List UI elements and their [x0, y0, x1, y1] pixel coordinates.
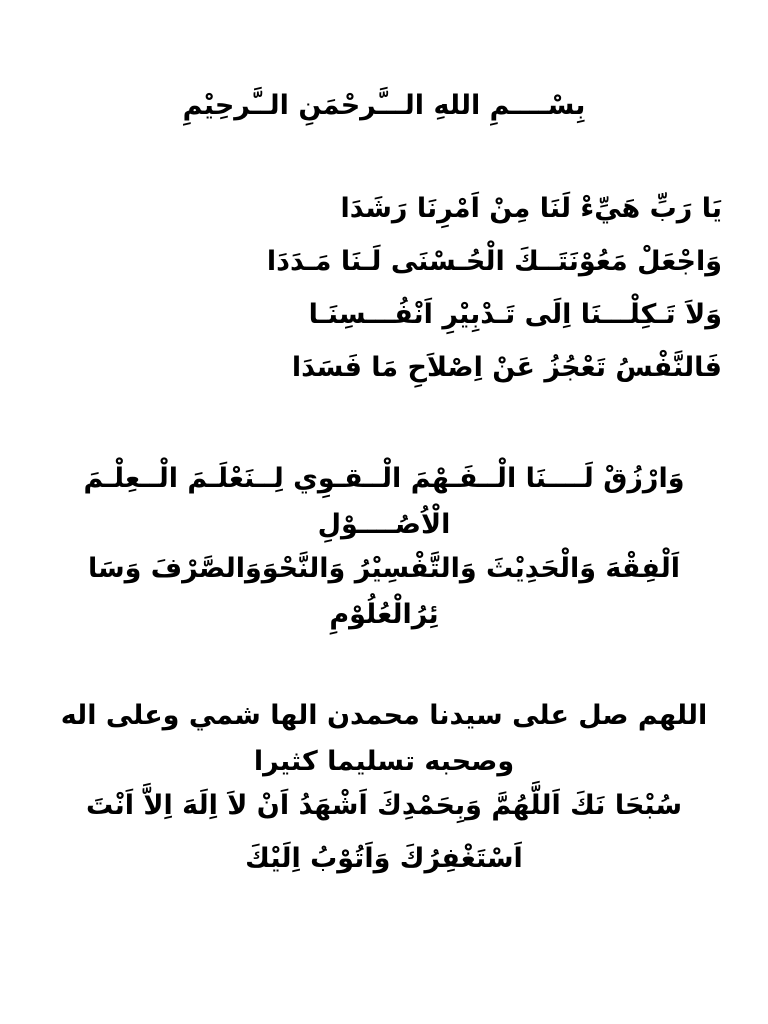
- stanza-2-line-2: اَلْفِقْهَ وَالْحَدِيْثَ وَالتَّفْسِيْرُ وَالنَّحْوَوَالصَّرْفَ وَسَا ئِرُالْعُلُوْمِ: [87, 553, 681, 630]
- tasbih-line-1: سُبْحَا نَكَ اَللَّهُمَّ وَبِحَمْدِكَ اَشْهَدُ اَنْ لاَ اِلَهَ اِلاَّ اَنْتَ: [85, 790, 683, 821]
- stanza-1-line-4: فَالنَّفْسُ تَعْجُزُ عَنْ اِصْلاَحِ مَا فَسَدَا: [291, 352, 722, 383]
- salawat-paragraph: اللهم صل على سيدنا محمدن الها شمي وعلى اله وصحبه تسليما كثيرا: [60, 700, 708, 777]
- stanza-1-line-1: يَا رَبِّ هَيِّءْ لَنَا مِنْ اَمْرِنَا رَشَدَا: [340, 193, 722, 224]
- basmala-heading: بِسْــــمِ اللهِ الـــَّرحْمَنِ الــَّرحِيْمِ: [182, 90, 586, 121]
- tasbih-line-2: اَسْتَغْفِرُكَ وَاَتُوْبُ اِلَيْكَ: [245, 843, 523, 874]
- stanza-1-line-3: وَلاَ تَـكِلْـــنَا اِلَى تَـدْبِيْرِ اَنْفُـــسِنَـا: [308, 299, 722, 330]
- stanza-2-line-1: وَارْزُقْ لَــــنَا الْــفَـهْمَ الْــقـوِي لِــنَعْلَـمَ الْــعِلْـمَ الْاُصُــــوْلِ: [83, 463, 685, 540]
- stanza-1-line-2: وَاجْعَلْ مَعُوْنَتَــكَ الْحُـسْنَى لَـنَا مَـدَدَا: [266, 246, 722, 277]
